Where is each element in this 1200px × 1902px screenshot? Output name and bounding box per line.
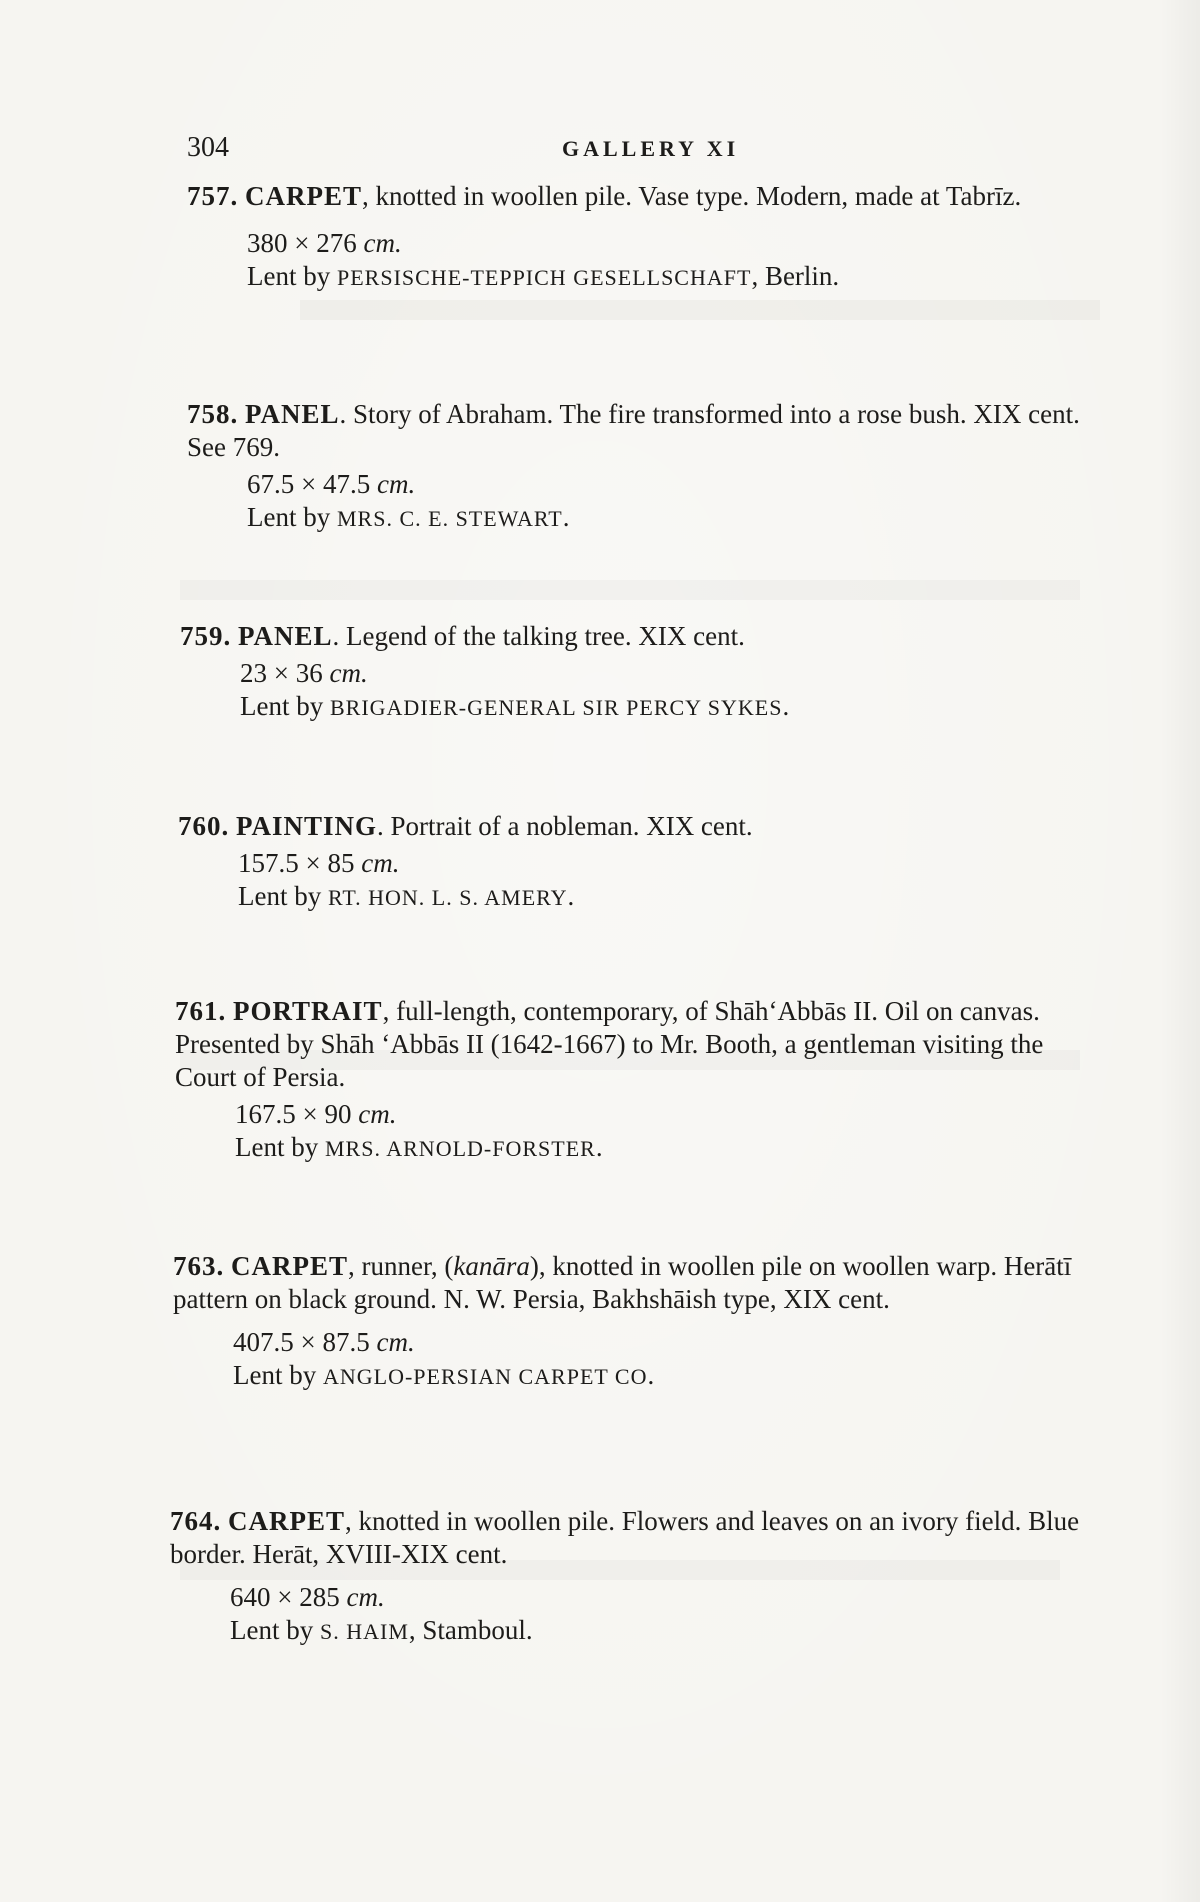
lent-by-label: Lent by [240,691,324,721]
catalogue-entry [178,810,1098,914]
catalogue-entry [173,1250,1103,1393]
entry-heading [175,995,1105,1094]
entry-description: . Story of Abraham. The fire transformed into a rose bush. XIX cent. See 769. [187,399,1080,462]
lent-by-label: Lent by [233,1360,317,1390]
lent-by-label: Lent by [235,1132,319,1162]
running-head: GALLERY XI [562,136,740,161]
entry-lender [187,260,1107,294]
dimension-value: 23 × 36 [240,658,323,688]
dimension-unit: cm. [358,1099,397,1129]
entry-dimensions [187,468,1107,501]
entry-title: PORTRAIT [233,996,383,1026]
page-number: 304 [187,132,229,163]
entry-description: , full-length, contemporary, of Shāh‘Abbās II. Oil on canvas. Presented by Shāh ‘Abbās II (1642-1667) to Mr. Booth, a gentleman visiting the Court of Persia. [175,996,1044,1092]
lender-location: . [567,881,575,911]
entry-dimensions [180,657,1100,690]
entry-heading [187,398,1107,464]
entry-title: CARPET [228,1506,346,1536]
entry-dimensions [173,1326,1103,1359]
dimension-unit: cm. [376,469,416,499]
entry-title: PAINTING [236,811,378,841]
entry-heading [187,180,1107,213]
entry-description: ), knotted in woollen pile on woollen warp. Herātī pattern on black ground. N. W. Persia, Bakhshāish type, XIX cent. [173,1251,1072,1314]
dimension-value: 157.5 × 85 [238,848,355,878]
dimension-value: 67.5 × 47.5 [247,469,371,499]
show-through-texture [300,300,1100,320]
entry-lender [180,690,1100,724]
lender-name: MRS. ARNOLD-FORSTER [324,1136,596,1161]
dimension-value: 167.5 × 90 [235,1099,352,1129]
dimension-value: 407.5 × 87.5 [233,1327,370,1357]
lent-by-label: Lent by [238,881,322,911]
lender-name: MRS. C. E. STEWART [336,506,563,531]
entry-lender [170,1614,1100,1648]
dimension-unit: cm. [361,848,400,878]
entry-description-pre: , runner, ( [348,1251,454,1281]
dimension-unit: cm. [363,228,402,258]
lender-location: , Stamboul. [408,1615,533,1645]
lender-location: . [647,1360,655,1390]
lender-location: . [782,691,790,721]
entry-dimensions [178,847,1098,880]
lent-by-label: Lent by [247,502,331,532]
dimension-value: 380 × 276 [247,228,357,258]
lent-by-label: Lent by [230,1615,314,1645]
entry-number: 757. [187,181,239,211]
entry-dimensions [170,1581,1100,1614]
dimension-unit: cm. [329,658,368,688]
dimension-unit: cm. [376,1327,415,1357]
lender-location: , Berlin. [751,261,840,291]
entry-title: CARPET [231,1251,349,1281]
entry-description: . Legend of the talking tree. XIX cent. [332,621,745,651]
entry-number: 759. [180,621,232,651]
entry-lender [187,501,1107,535]
entry-number: 764. [170,1506,222,1536]
entry-heading [180,620,1100,653]
entry-description: . Portrait of a nobleman. XIX cent. [377,811,753,841]
catalogue-entry [170,1505,1100,1648]
lender-location: . [562,502,570,532]
lent-by-label: Lent by [247,261,331,291]
entry-description: , knotted in woollen pile. Vase type. Modern, made at Tabrīz. [362,181,1022,211]
entry-dimensions [175,1098,1105,1131]
entry-number: 758. [187,399,239,429]
lender-name: S. HAIM [319,1619,409,1644]
entry-title: PANEL [238,621,333,651]
entry-heading [173,1250,1103,1316]
lender-name: RT. HON. L. S. AMERY [327,885,568,910]
entry-heading [170,1505,1100,1571]
page-edge-shadow [1160,0,1200,1902]
entry-title: CARPET [245,181,363,211]
entry-heading [178,810,1098,843]
entry-lender [173,1359,1103,1393]
entry-lender [178,880,1098,914]
entry-number: 761. [175,996,227,1026]
dimension-unit: cm. [346,1582,385,1612]
entry-number: 760. [178,811,230,841]
catalogue-entry [187,398,1107,535]
entry-number: 763. [173,1251,225,1281]
entry-dimensions [187,227,1107,260]
entry-description-italic: kanāra [453,1251,530,1281]
entry-title: PANEL [245,399,340,429]
lender-name: ANGLO-PERSIAN CARPET CO [322,1364,648,1389]
lender-name: BRIGADIER-GENERAL SIR PERCY SYKES [329,695,783,720]
lender-location: . [595,1132,603,1162]
entry-description: , knotted in woollen pile. Flowers and leaves on an ivory field. Blue border. Herāt, XVIII-XIX cent. [170,1506,1080,1569]
catalogue-entry [180,620,1100,724]
catalogue-entry [175,995,1105,1165]
entry-lender [175,1131,1105,1165]
dimension-value: 640 × 285 [230,1582,340,1612]
catalogue-entry [187,180,1107,294]
lender-name: PERSISCHE-TEPPICH GESELLSCHAFT [336,265,752,290]
show-through-texture [180,580,1080,600]
